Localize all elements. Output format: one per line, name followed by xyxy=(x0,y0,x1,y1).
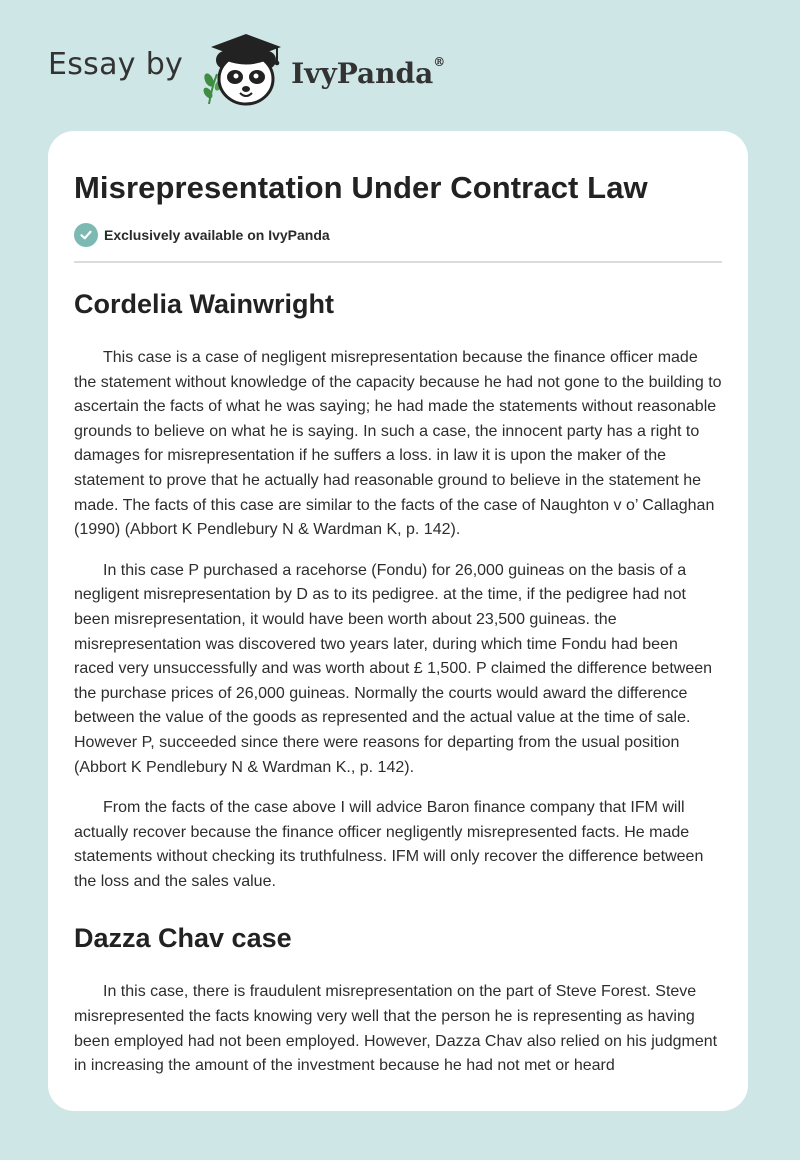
section-cordelia-wainwright xyxy=(74,285,722,894)
brand-name-text: IvyPanda xyxy=(291,56,434,90)
paragraph: In this case P purchased a racehorse (Fondu) for 26,000 guineas on the basis of a negligent misrepresentation by D as to its pedigree. at the time, if the pedigree had not been misrepresentation, it would have been worth about 23,500 guineas. the misrepresentation was discovered two years later, during which time Fondu had been raced very unsuccessfully and was worth about £ 1,500. P claimed the difference between the purchase prices of 26,000 guineas. Normally the courts would award the difference between the value of the goods as represented and the actual value at the time of sale. However P, succeeded since there were reasons for departing from the usual position (Abbort K Pendlebury N & Wardman K., p. 142). xyxy=(74,561,713,776)
brand-name[interactable] xyxy=(291,57,445,90)
panda-logo-icon[interactable] xyxy=(197,30,287,110)
check-mark-icon xyxy=(79,228,93,242)
paragraph: From the facts of the case above I will advice Baron finance company that IFM will actually recover because the finance officer negligently misrepresented facts. He made statements without checking its truthfulness. IFM will only recover the difference between the loss and the sales value. xyxy=(74,799,704,890)
page-title: Misrepresentation Under Contract Law xyxy=(74,170,648,205)
essay-card xyxy=(48,131,748,1111)
check-icon xyxy=(74,223,98,247)
brand-prefix: Essay by xyxy=(48,46,184,82)
exclusive-badge xyxy=(74,223,722,263)
section-heading: Cordelia Wainwright xyxy=(74,289,335,319)
section-dazza-chav-case xyxy=(74,919,722,1078)
badge-text: Exclusively available on IvyPanda xyxy=(104,227,330,243)
registered-mark: ® xyxy=(433,55,446,70)
brand-header xyxy=(48,30,445,110)
paragraph: In this case, there is fraudulent misrepresentation on the part of Steve Forest. Steve misrepresented the facts knowing very well that the person he is representing as having been employed had not been employed. However, Dazza Chav also relied on his judgment in increasing the amount of the investment because he had not met or heard xyxy=(74,983,718,1075)
section-heading: Dazza Chav case xyxy=(74,923,292,954)
paragraph: This case is a case of negligent misrepresentation because the finance officer made the statement without knowledge of the capacity because he had not gone to the building to ascertain the facts of what he was saying; he had made the statements without reasonable grounds to believe on what he is saying. In such a case, the innocent party has a right to damages for misrepresentation if he suffers a loss. in law it is upon the maker of the statement to prove that he actually had reasonable ground to believe in the statement he made. The facts of this case are similar to the facts of the case of Naughton v o’ Callaghan (1990) (Abbort K Pendlebury N & Wardman K, p. 142). xyxy=(74,349,722,539)
